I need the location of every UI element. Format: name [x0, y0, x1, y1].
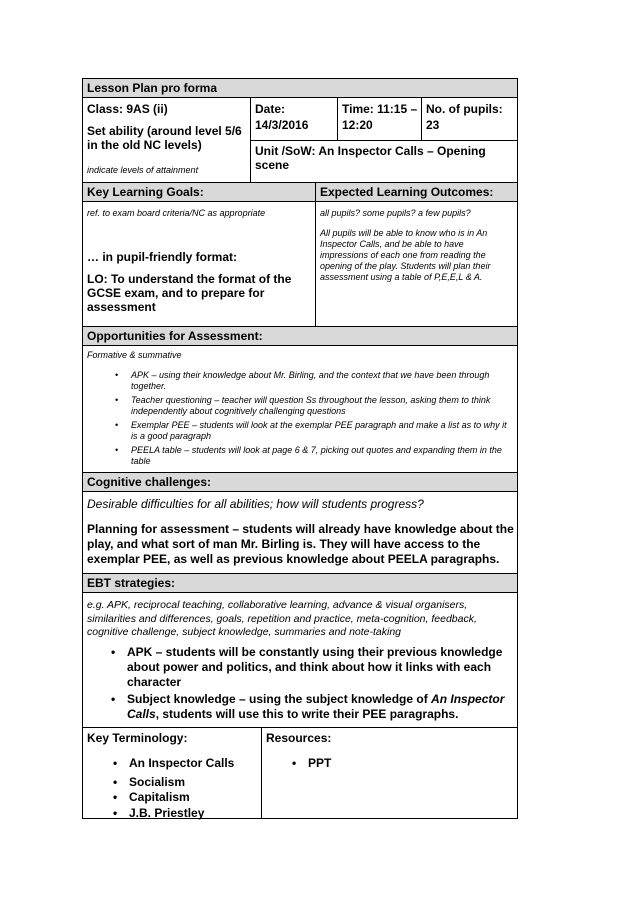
ebt-examples: e.g. APK, reciprocal teaching, collaborative learning, advance & visual organisers, similarities and differences, goals, repetition and practice, meta-cognition, feedback, cognitive challenge, subject knowledge, summaries and note-taking: [87, 599, 477, 638]
date-cell: [250, 97, 338, 141]
unit-cell: [250, 140, 518, 183]
pupils-label: No. of pupils:: [426, 102, 503, 116]
list-item: • Teacher questioning – teacher will question Ss throughout the lesson, asking them to think independently about cognitively challenging questions: [131, 395, 511, 417]
pupils-value: 23: [426, 118, 440, 132]
page-title: Lesson Plan pro forma: [87, 81, 218, 95]
terminology-heading: Key Terminology:: [87, 731, 188, 745]
goals-ref: ref. to exam board criteria/NC as appropriate: [87, 208, 266, 218]
date-label: Date:: [255, 102, 286, 116]
learning-objective: LO: To understand the format of the GCSE exam, and to prepare for assessment: [87, 272, 292, 314]
cognitive-question: Desirable difficulties for all abilities; how will students progress?: [87, 497, 424, 511]
cognitive-planning: Planning for assessment – students will already have knowledge about the play, and what sort of man Mr. Birling is. They will have access to the exemplar PEE, as well as previous knowledge about PEELA paragraphs.: [87, 522, 514, 566]
outcomes-heading: Expected Learning Outcomes:: [320, 185, 494, 199]
unit-text: Unit /SoW: An Inspector Calls – Opening scene: [255, 144, 486, 172]
list-item: • APK – using their knowledge about Mr. Birling, and the context that we have been through together.: [131, 370, 511, 392]
outcomes-text: All pupils will be able to know who is in An Inspector Calls, and be able to have impressions of each one from reading the opening of the play. Students will plan their assessment using a table of P,E,E,L & A.: [320, 228, 491, 282]
time-cell: [337, 97, 422, 141]
ebt-heading: EBT strategies:: [87, 576, 176, 590]
goals-cell: [82, 201, 316, 327]
goals-friendly: … in pupil-friendly format:: [87, 250, 237, 264]
outcomes-heading-cell: [315, 182, 518, 202]
outcomes-sub: all pupils? some pupils? a few pupils?: [320, 208, 471, 218]
list-item: [127, 692, 513, 722]
assessment-heading-cell: [82, 326, 518, 346]
ebt-item2-title: An Inspector Calls: [127, 692, 505, 721]
assessment-heading: Opportunities for Assessment:: [87, 329, 263, 343]
cognitive-heading-cell: [82, 472, 518, 492]
time-label: Time: 11:15 –: [342, 102, 418, 116]
list-item: • PEELA table – students will look at page 6 & 7, picking out quotes and expanding them in the table: [131, 445, 511, 467]
class-cell: [82, 97, 251, 183]
assessment-list: [131, 370, 511, 467]
assessment-sub: Formative & summative: [87, 350, 182, 360]
list-item: • Exemplar PEE – students will look at the exemplar PEE paragraph and make a list as to why it is a good paragraph: [131, 420, 511, 442]
list-item: • J.B. Priestley: [129, 806, 234, 822]
cognitive-cell: [82, 491, 518, 574]
set-ability: Set ability (around level 5/6 in the old NC levels): [87, 124, 242, 152]
resources-heading: Resources:: [266, 731, 332, 745]
resources-list: [308, 756, 331, 770]
terminology-list: [129, 756, 234, 821]
list-item: • APK – students will be constantly using their previous knowledge about power and politics, and think about how it links with each character: [127, 645, 513, 690]
list-item: • PPT: [308, 756, 331, 770]
pupils-cell: [421, 97, 518, 141]
ebt-item2-post: , students will use this to write their PEE paragraphs.: [155, 707, 459, 721]
ebt-item2-pre: Subject knowledge – using the subject knowledge of: [127, 692, 432, 706]
time-value: 12:20: [342, 118, 373, 132]
terminology-cell: [82, 727, 262, 819]
list-item: • Capitalism: [129, 790, 234, 806]
goals-heading-cell: [82, 182, 316, 202]
list-item: • Socialism: [129, 775, 234, 791]
cognitive-heading: Cognitive challenges:: [87, 475, 212, 489]
date-value: 14/3/2016: [255, 118, 309, 132]
list-item: • An Inspector Calls: [129, 756, 234, 772]
ebt-heading-cell: [82, 573, 518, 593]
assessment-cell: [82, 345, 518, 473]
title-row: [82, 78, 518, 98]
key-goals-heading: Key Learning Goals:: [87, 185, 204, 199]
ebt-cell: [82, 592, 518, 728]
outcomes-cell: [315, 201, 518, 327]
attainment-note: indicate levels of attainment: [87, 165, 199, 175]
ebt-list: [127, 645, 513, 722]
resources-cell: [261, 727, 518, 819]
class-label: Class: 9AS (ii): [87, 102, 168, 116]
